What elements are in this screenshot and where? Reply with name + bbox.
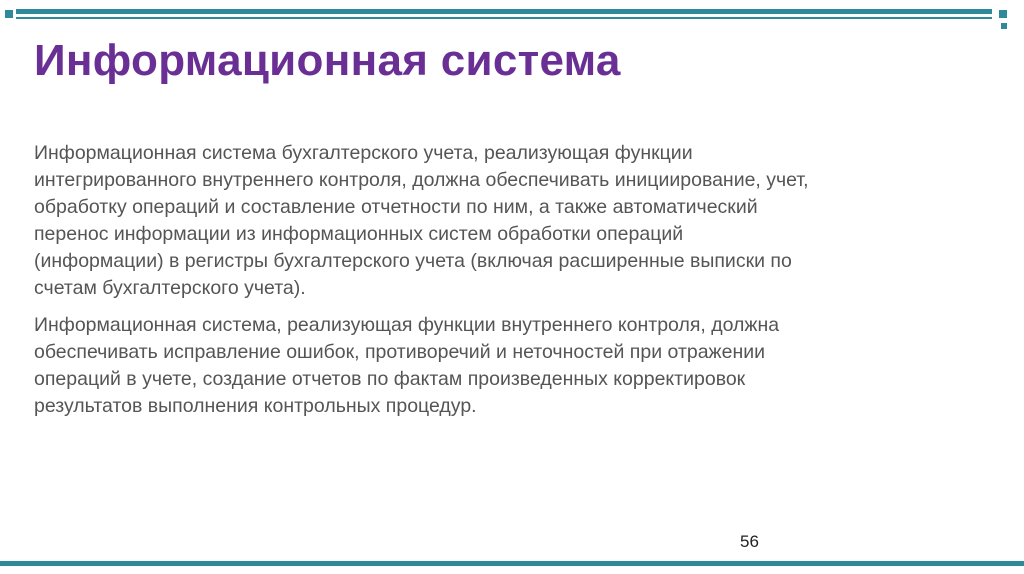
paragraph-1-line: перенос информации из информационных систем обработки операций <box>34 223 684 245</box>
top-left-decoration <box>5 10 13 18</box>
body-paragraph-2 <box>34 312 984 420</box>
paragraph-2-line: результатов выполнения контрольных процедур. <box>34 395 477 417</box>
top-right-small-decoration <box>1001 23 1007 29</box>
paragraph-1-line: Информационная система бухгалтерского учета, реализующая функции <box>34 142 693 164</box>
bottom-divider <box>0 561 1024 566</box>
top-divider-thin <box>16 17 992 19</box>
top-right-decoration <box>999 10 1007 18</box>
paragraph-1-line: (информации) в регистры бухгалтерского учета (включая расширенные выписки по <box>34 250 792 272</box>
slide-title: Информационная система <box>34 36 621 85</box>
top-divider-thick <box>16 9 992 14</box>
body-paragraph-1 <box>34 140 984 302</box>
paragraph-2-line: Информационная система, реализующая функции внутреннего контроля, должна <box>34 314 780 336</box>
slide-body <box>34 140 984 430</box>
paragraph-1-line: счетам бухгалтерского учета). <box>34 277 306 299</box>
page-number: 56 <box>740 532 759 551</box>
paragraph-1-line: обработку операций и составление отчетности по ним, а также автоматический <box>34 196 758 218</box>
paragraph-2-line: обеспечивать исправление ошибок, противоречий и неточностей при отражении <box>34 341 766 363</box>
paragraph-1-line: интегрированного внутреннего контроля, должна обеспечивать инициирование, учет, <box>34 169 809 191</box>
paragraph-2-line: операций в учете, создание отчетов по фактам произведенных корректировок <box>34 368 746 390</box>
